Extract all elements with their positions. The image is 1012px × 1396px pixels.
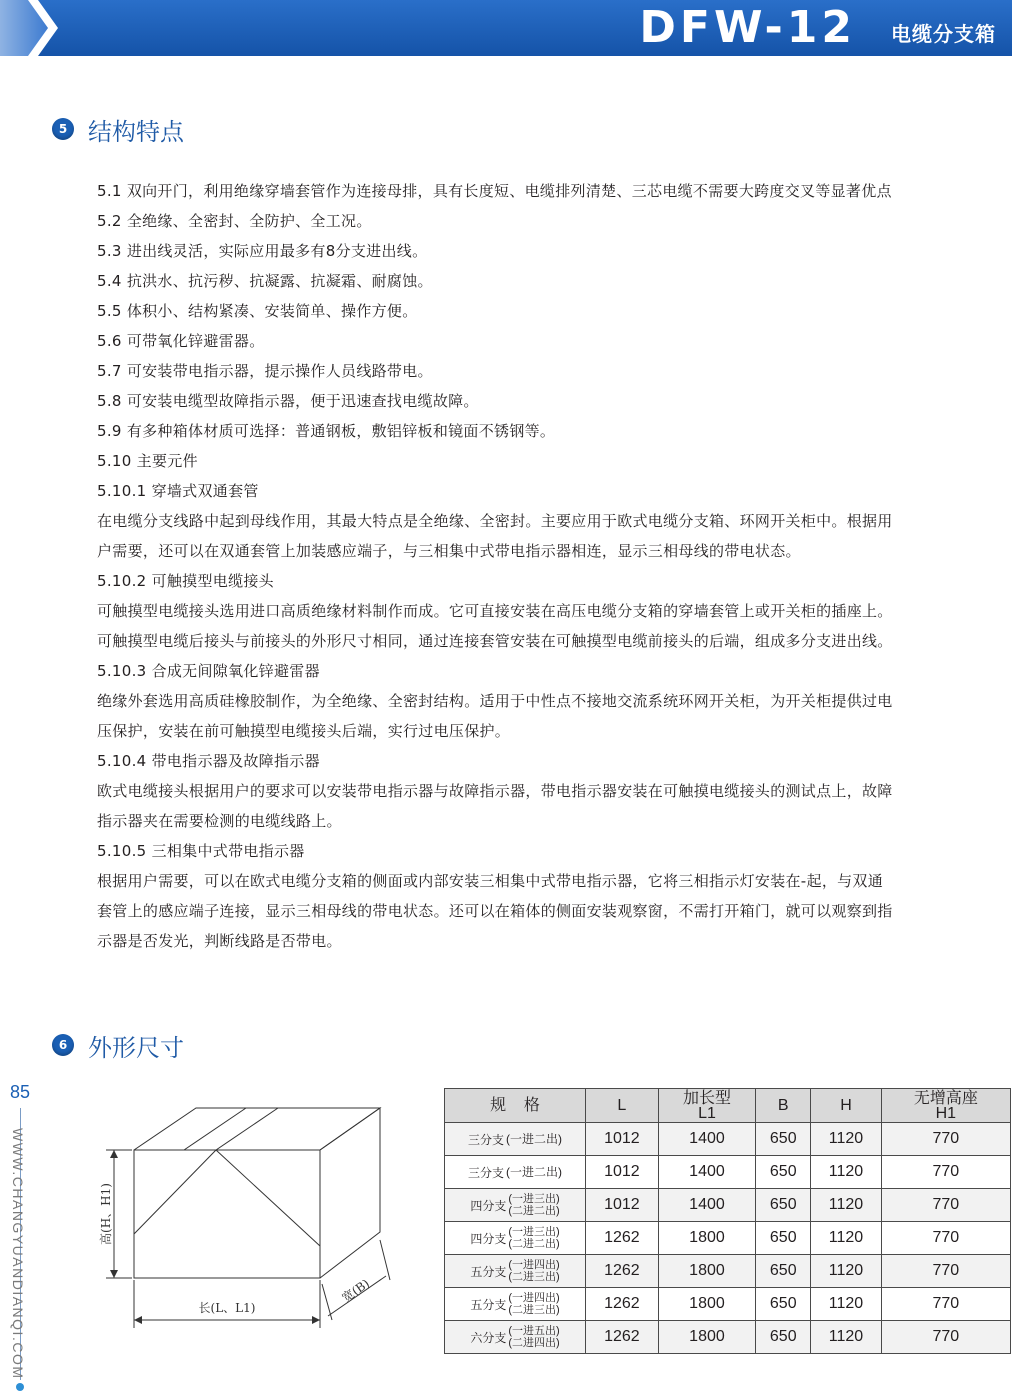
header-banner xyxy=(0,0,1012,56)
feature-line: 5.10.3 合成无间隙氧化锌避雷器 xyxy=(97,662,320,680)
feature-line: 5.1 双向开门，利用绝缘穿墙套管作为连接母排，具有长度短、电缆排列清楚、三芯电缆不需要大跨度交叉等显著优点 xyxy=(97,182,892,200)
width-label: 宽(B) xyxy=(339,1276,373,1306)
row-spec xyxy=(445,1189,586,1222)
feature-line: 5.3 进出线灵活，实际应用最多有8分支进出线。 xyxy=(97,242,428,260)
feature-line: 套管上的感应端子连接，显示三相母线的带电状态。还可以在箱体的侧面安装观察窗，不需打开箱门，就可以观察到指 xyxy=(97,902,893,920)
cell-B: 650 xyxy=(756,1189,811,1222)
cell-H1: 770 xyxy=(881,1255,1010,1288)
row-spec-sub: (一进三出) xyxy=(508,1226,560,1238)
table-row xyxy=(445,1123,1011,1156)
row-spec xyxy=(445,1156,586,1189)
cell-B: 650 xyxy=(756,1321,811,1354)
rail-dot xyxy=(16,1383,24,1391)
cell-H: 1120 xyxy=(811,1255,881,1288)
table-row xyxy=(445,1321,1011,1354)
row-spec-name: 三分支 xyxy=(467,1165,504,1180)
row-spec-name: 六分支 xyxy=(470,1330,507,1345)
row-spec-sub: (一进四出) xyxy=(508,1292,560,1304)
height-label: 高(H、H1) xyxy=(99,1183,113,1245)
feature-line: 5.8 可安装电缆型故障指示器，便于迅速查找电缆故障。 xyxy=(97,392,479,410)
feature-line: 在电缆分支线路中起到母线作用，其最大特点是全绝缘、全密封。主要应用于欧式电缆分支箱、环网开关柜中。根据用 xyxy=(97,512,893,530)
cell-L: 1012 xyxy=(586,1156,659,1189)
feature-line: 5.7 可安装带电指示器，提示操作人员线路带电。 xyxy=(97,362,433,380)
page-number: 85 xyxy=(9,1082,31,1102)
feature-line: 5.4 抗洪水、抗污秽、抗凝露、抗凝霜、耐腐蚀。 xyxy=(97,272,433,290)
header-H: H xyxy=(811,1089,881,1123)
feature-line: 根据用户需要，可以在欧式电缆分支箱的侧面或内部安装三相集中式带电指示器，它将三相指示灯安装在-起，与双通 xyxy=(97,872,884,890)
feature-line: 5.6 可带氧化锌避雷器。 xyxy=(97,332,265,350)
row-spec-sub: (一进四出) xyxy=(508,1259,560,1271)
header-L1 xyxy=(658,1089,755,1123)
cell-H: 1120 xyxy=(811,1222,881,1255)
feature-line: 5.10 主要元件 xyxy=(97,452,198,470)
cell-L: 1262 xyxy=(586,1222,659,1255)
cell-L: 1012 xyxy=(586,1123,659,1156)
cell-L1: 1400 xyxy=(658,1156,755,1189)
row-spec-name: 五分支 xyxy=(470,1297,507,1312)
row-spec xyxy=(445,1222,586,1255)
row-spec-sub: (二进三出) xyxy=(508,1304,560,1316)
cell-B: 650 xyxy=(756,1222,811,1255)
cell-L1: 1800 xyxy=(658,1321,755,1354)
feature-line: 欧式电缆接头根据用户的要求可以安装带电指示器与故障指示器，带电指示器安装在可触摸电缆接头的测试点上，故障 xyxy=(97,782,893,800)
row-spec-name: 三分支 xyxy=(467,1132,504,1147)
table-row xyxy=(445,1288,1011,1321)
dimension-diagram xyxy=(96,1098,396,1338)
cell-L: 1262 xyxy=(586,1255,659,1288)
row-spec xyxy=(445,1288,586,1321)
header-L: L xyxy=(586,1089,659,1123)
cell-H1: 770 xyxy=(881,1123,1010,1156)
cell-H: 1120 xyxy=(811,1189,881,1222)
table-row xyxy=(445,1222,1011,1255)
row-spec-sub: (二进二出) xyxy=(508,1238,560,1250)
header-L1-bottom: L1 xyxy=(698,1104,716,1122)
cell-L1: 1400 xyxy=(658,1123,755,1156)
cell-H: 1120 xyxy=(811,1288,881,1321)
model-title: DFW-12 xyxy=(639,2,856,53)
feature-line: 5.10.4 带电指示器及故障指示器 xyxy=(97,752,320,770)
cell-H1: 770 xyxy=(881,1288,1010,1321)
cell-L: 1012 xyxy=(586,1189,659,1222)
feature-line: 5.10.1 穿墙式双通套管 xyxy=(97,482,259,500)
row-spec-sub: (一进三出) xyxy=(508,1193,560,1205)
row-spec-sub: (一进二出) xyxy=(506,1132,562,1146)
cell-H1: 770 xyxy=(881,1222,1010,1255)
row-spec xyxy=(445,1123,586,1156)
header-B: B xyxy=(756,1089,811,1123)
header-H1-bottom: H1 xyxy=(935,1104,957,1122)
section-title: 结构特点 xyxy=(88,117,184,146)
section-6-heading xyxy=(52,1028,184,1062)
header-spec: 规 格 xyxy=(445,1089,586,1123)
row-spec-sub: (一进五出) xyxy=(508,1325,560,1337)
header-L1-top: 加长型 xyxy=(682,1089,731,1107)
cell-B: 650 xyxy=(756,1123,811,1156)
length-label: 长(L、L1) xyxy=(198,1301,256,1315)
section-number-badge: 5 xyxy=(52,118,74,140)
header-H1 xyxy=(881,1089,1010,1123)
feature-line: 5.5 体积小、结构紧凑、安装简单、操作方便。 xyxy=(97,302,418,320)
feature-line: 5.9 有多种箱体材质可选择：普通钢板，敷铝锌板和镜面不锈钢等。 xyxy=(97,422,556,440)
website-url: WWW.CHANGYUANDIANQI.COM xyxy=(10,1128,26,1380)
row-spec xyxy=(445,1255,586,1288)
feature-line: 5.2 全绝缘、全密封、全防护、全工况。 xyxy=(97,212,372,230)
cell-L1: 1800 xyxy=(658,1255,755,1288)
feature-line: 指示器夹在需要检测的电缆线路上。 xyxy=(97,812,342,830)
header-H1-top: 无增高座 xyxy=(913,1089,978,1107)
cell-L1: 1800 xyxy=(658,1222,755,1255)
table-row xyxy=(445,1255,1011,1288)
feature-line: 5.10.5 三相集中式带电指示器 xyxy=(97,842,305,860)
cell-B: 650 xyxy=(756,1288,811,1321)
cell-L1: 1400 xyxy=(658,1189,755,1222)
section-5-heading xyxy=(52,112,184,146)
row-spec-name: 五分支 xyxy=(470,1264,507,1279)
cell-H: 1120 xyxy=(811,1123,881,1156)
table-header-row xyxy=(445,1089,1011,1123)
cell-H1: 770 xyxy=(881,1321,1010,1354)
table-row xyxy=(445,1156,1011,1189)
feature-line: 5.10.2 可触摸型电缆接头 xyxy=(97,572,274,590)
cell-L1: 1800 xyxy=(658,1288,755,1321)
cell-L: 1262 xyxy=(586,1288,659,1321)
row-spec-sub: (二进三出) xyxy=(508,1271,560,1283)
row-spec-sub: (一进二出) xyxy=(506,1165,562,1179)
table-row xyxy=(445,1189,1011,1222)
section-title: 外形尺寸 xyxy=(88,1033,184,1062)
row-spec xyxy=(445,1321,586,1354)
feature-line: 可触摸型电缆接头选用进口高质绝缘材料制作而成。它可直接安装在高压电缆分支箱的穿墙套管上或开关柜的插座上。 xyxy=(97,602,893,620)
features-text xyxy=(97,176,1012,956)
feature-line: 示器是否发光，判断线路是否带电。 xyxy=(97,932,342,950)
row-spec-sub: (二进二出) xyxy=(508,1205,560,1217)
row-spec-name: 四分支 xyxy=(470,1231,507,1246)
cell-H1: 770 xyxy=(881,1156,1010,1189)
feature-line: 压保护，安装在前可触摸型电缆接头后端，实行过电压保护。 xyxy=(97,722,511,740)
row-spec-sub: (二进四出) xyxy=(508,1337,560,1349)
cell-L: 1262 xyxy=(586,1321,659,1354)
product-name: 电缆分支箱 xyxy=(891,22,996,46)
dimension-table xyxy=(444,1088,1011,1354)
feature-line: 户需要，还可以在双通套管上加装感应端子，与三相集中式带电指示器相连，显示三相母线的带电状态。 xyxy=(97,542,801,560)
feature-line: 可触摸型电缆后接头与前接头的外形尺寸相同，通过连接套管安装在可触摸型电缆前接头的后端，组成多分支进出线。 xyxy=(97,632,893,650)
row-spec-name: 四分支 xyxy=(470,1198,507,1213)
cell-B: 650 xyxy=(756,1255,811,1288)
section-number-badge: 6 xyxy=(52,1034,74,1056)
cell-H: 1120 xyxy=(811,1321,881,1354)
cell-H: 1120 xyxy=(811,1156,881,1189)
feature-line: 绝缘外套选用高质硅橡胶制作，为全绝缘、全密封结构。适用于中性点不接地交流系统环网开关柜，为开关柜提供过电 xyxy=(97,692,893,710)
cell-B: 650 xyxy=(756,1156,811,1189)
cell-H1: 770 xyxy=(881,1189,1010,1222)
